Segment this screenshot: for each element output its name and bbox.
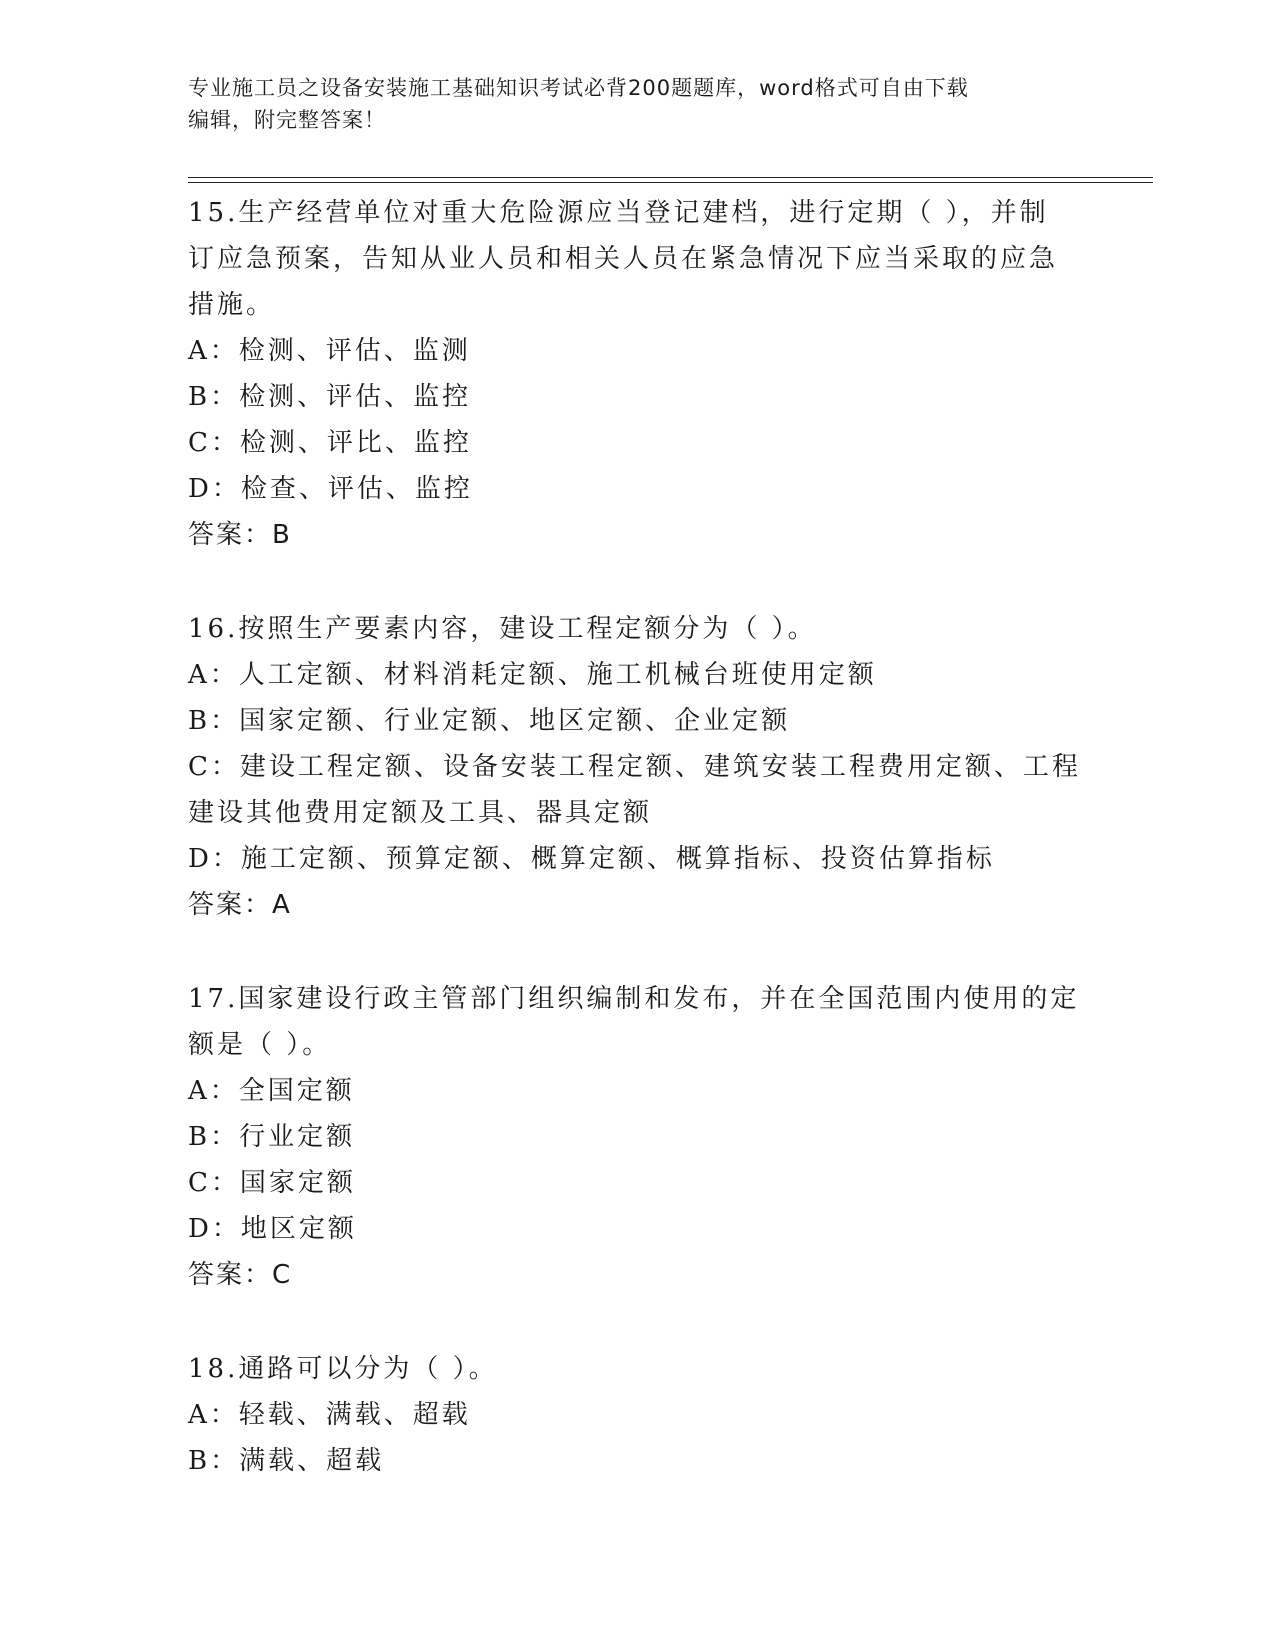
option-a: A：轻载、满载、超载 <box>188 1400 471 1430</box>
header-line-1: 专业施工员之设备安装施工基础知识考试必背200题题库，word格式可自由下载 <box>188 76 969 100</box>
option-a: A：人工定额、材料消耗定额、施工机械台班使用定额 <box>188 660 877 690</box>
option-c-continued: 建设其他费用定额及工具、器具定额 <box>188 798 653 828</box>
question-15 <box>188 190 1088 558</box>
question-text-line: 订应急预案，告知从业人员和相关人员在紧急情况下应当采取的应急 <box>188 244 1059 274</box>
option-a: A：全国定额 <box>188 1076 355 1106</box>
option-a: A：检测、评估、监测 <box>188 336 471 366</box>
header-divider-bottom <box>188 182 1153 183</box>
question-16 <box>188 606 1088 928</box>
option-b: B：检测、评估、监控 <box>188 382 472 412</box>
question-17 <box>188 976 1088 1298</box>
question-18 <box>188 1346 1088 1484</box>
question-text-line: 措施。 <box>188 290 276 320</box>
option-c: C：检测、评比、监控 <box>188 428 472 458</box>
answer-label: 答案：B <box>188 520 292 550</box>
answer-label: 答案：C <box>188 1260 293 1290</box>
document-header <box>188 72 1068 136</box>
header-line-2: 编辑，附完整答案！ <box>188 108 386 132</box>
question-text-line: 15.生产经营单位对重大危险源应当登记建档，进行定期（ ），并制 <box>188 198 1049 228</box>
question-text-line: 18.通路可以分为（ ）。 <box>188 1354 498 1384</box>
option-d: D：地区定额 <box>188 1214 357 1244</box>
option-c: C：国家定额 <box>188 1168 356 1198</box>
option-d: D：施工定额、预算定额、概算定额、概算指标、投资估算指标 <box>188 844 995 874</box>
question-text-line: 额是（ ）。 <box>188 1030 332 1060</box>
option-c: C：建设工程定额、设备安装工程定额、建筑安装工程费用定额、工程 <box>188 752 1081 782</box>
option-b: B：行业定额 <box>188 1122 356 1152</box>
question-text-line: 16.按照生产要素内容，建设工程定额分为（ ）。 <box>188 614 817 644</box>
question-list <box>188 190 1088 1532</box>
option-d: D：检查、评估、监控 <box>188 474 473 504</box>
header-divider-top <box>188 177 1153 178</box>
option-b: B：满载、超载 <box>188 1446 385 1476</box>
option-b: B：国家定额、行业定额、地区定额、企业定额 <box>188 706 791 736</box>
answer-label: 答案：A <box>188 890 292 920</box>
question-text-line: 17.国家建设行政主管部门组织编制和发布，并在全国范围内使用的定 <box>188 984 1080 1014</box>
